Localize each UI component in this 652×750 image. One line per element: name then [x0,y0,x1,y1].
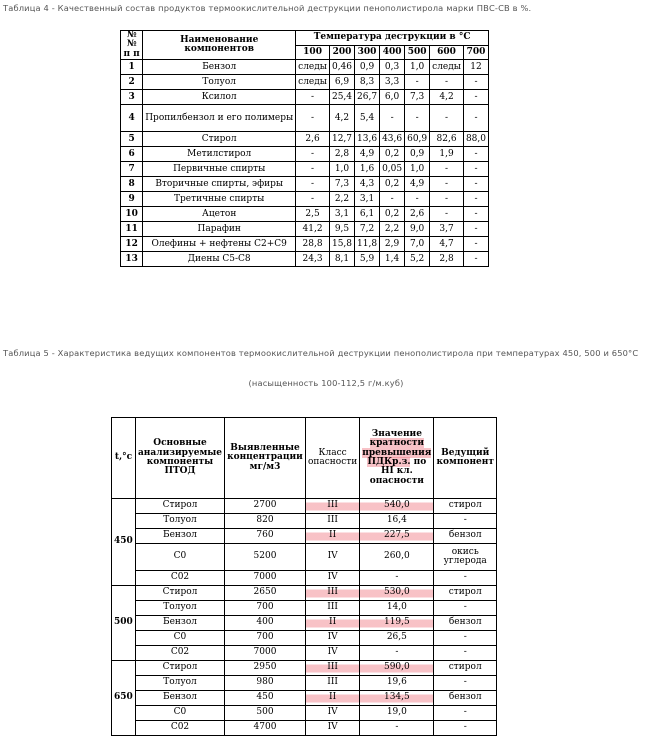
component-cell: С0 [135,544,224,571]
t5-header-leading: Ведущий компонент [434,418,497,499]
table-row [121,75,489,90]
component-name: Бензол [143,60,296,75]
hazard-class-cell: IV [305,721,359,736]
leading-component-cell: бензол [434,691,497,706]
row-number: 4 [121,105,143,132]
concentration-cell: 980 [225,676,306,691]
table-row [112,631,497,646]
row-number: 10 [121,207,143,222]
value-cell: - [463,90,488,105]
excess-value-cell: 540,0 [360,499,434,514]
row-number: 7 [121,162,143,177]
value-cell: 1,0 [405,162,430,177]
temperature-cell: 500 [112,586,136,661]
table-row [121,60,489,75]
value-cell: 12 [463,60,488,75]
value-cell: 82,6 [430,132,464,147]
table-row [121,237,489,252]
value-cell: 1,6 [355,162,380,177]
table-row [121,90,489,105]
concentration-cell: 7000 [225,571,306,586]
t4-header-temp: 200 [329,45,354,60]
excess-value-cell: - [360,721,434,736]
concentration-cell: 5200 [225,544,306,571]
value-cell: 9,5 [329,222,354,237]
value-cell: - [463,222,488,237]
component-cell: Бензол [135,691,224,706]
t5-header-class: Класс опасности [305,418,359,499]
leading-component-cell: стирол [434,586,497,601]
value-cell: - [296,147,330,162]
excess-value-cell: 530,0 [360,586,434,601]
value-cell: 3,7 [430,222,464,237]
component-name: Вторичные спирты, эфиры [143,177,296,192]
component-cell: Стирол [135,586,224,601]
component-name: Диены С5-С8 [143,252,296,267]
value-cell: 43,6 [380,132,405,147]
t5-header-value [360,418,434,499]
excess-value-cell: - [360,571,434,586]
t4-header-name: Наименование компонентов [143,31,296,60]
concentration-cell: 2950 [225,661,306,676]
value-cell: 2,6 [296,132,330,147]
value-cell: - [463,237,488,252]
table-row [121,132,489,147]
hazard-class-cell: III [305,514,359,529]
t4-header-temp: 500 [405,45,430,60]
t4-header-number: №№ п п [121,31,143,60]
table-row [121,207,489,222]
component-name: Стирол [143,132,296,147]
concentration-cell: 4700 [225,721,306,736]
value-cell: - [463,192,488,207]
value-cell: следы [296,75,330,90]
table5-subcaption: (насыщенность 100-112,5 г/м.куб) [248,378,404,388]
component-name: Ксилол [143,90,296,105]
value-cell: 26,7 [355,90,380,105]
value-cell: 2,8 [329,147,354,162]
hazard-class-cell: III [305,499,359,514]
value-cell: 12,7 [329,132,354,147]
table-row [112,721,497,736]
leading-component-cell: - [434,514,497,529]
row-number: 1 [121,60,143,75]
concentration-cell: 500 [225,706,306,721]
component-name: Первичные спирты [143,162,296,177]
hazard-class-cell: IV [305,646,359,661]
excess-value-cell: 16,4 [360,514,434,529]
temperature-cell: 450 [112,499,136,586]
t5-header-temp: t,°c [112,418,136,499]
value-cell: следы [430,60,464,75]
value-cell: 4,3 [355,177,380,192]
component-name: Толуол [143,75,296,90]
value-cell: 0,3 [380,60,405,75]
table-row [121,222,489,237]
table-row [112,676,497,691]
table-row [112,706,497,721]
component-name: Ацетон [143,207,296,222]
row-number: 12 [121,237,143,252]
table-row [112,616,497,631]
value-cell: 0,2 [380,207,405,222]
value-cell: - [430,75,464,90]
leading-component-cell: - [434,646,497,661]
value-cell: 24,3 [296,252,330,267]
leading-component-cell: - [434,631,497,646]
table-row [112,514,497,529]
component-cell: С0 [135,706,224,721]
excess-value-cell: 260,0 [360,544,434,571]
concentration-cell: 7000 [225,646,306,661]
value-cell: 88,0 [463,132,488,147]
concentration-cell: 760 [225,529,306,544]
value-cell: 1,4 [380,252,405,267]
row-number: 2 [121,75,143,90]
table4 [120,30,489,267]
value-cell: - [296,162,330,177]
value-cell: - [405,105,430,132]
concentration-cell: 820 [225,514,306,529]
value-cell: - [380,105,405,132]
table-row [112,646,497,661]
row-number: 13 [121,252,143,267]
value-cell: 2,8 [430,252,464,267]
value-cell: 2,2 [329,192,354,207]
value-cell: 0,46 [329,60,354,75]
value-cell: 5,2 [405,252,430,267]
table4-caption: Таблица 4 - Качественный состав продуктов термоокислительной деструкции пенополистирола марки ПВС-СВ в %. [3,3,532,13]
row-number: 5 [121,132,143,147]
leading-component-cell: стирол [434,499,497,514]
value-cell: 2,5 [296,207,330,222]
component-cell: Бензол [135,529,224,544]
hazard-class-cell: II [305,616,359,631]
table5-caption: Таблица 5 - Характеристика ведущих компонентов термоокислительной деструкции пенополистирола при температурах 450, 500 и 650°С [3,348,639,358]
value-cell: 4,9 [355,147,380,162]
table-row [112,661,497,676]
excess-value-cell: 590,0 [360,661,434,676]
hazard-class-cell: IV [305,544,359,571]
value-cell: 13,6 [355,132,380,147]
value-cell: - [463,252,488,267]
value-cell: - [405,192,430,207]
t5-header-value-highlight: кратности превышения ПДКр.з. [362,438,432,467]
value-cell: 9,0 [405,222,430,237]
concentration-cell: 2700 [225,499,306,514]
t5-header-value-bottom: по НI кл. опасности [369,457,427,486]
value-cell: 6,0 [380,90,405,105]
value-cell: 41,2 [296,222,330,237]
table-row [112,586,497,601]
leading-component-cell: - [434,571,497,586]
component-name: Пропилбензол и его полимеры [143,105,296,132]
table-row [112,544,497,571]
value-cell: - [380,192,405,207]
value-cell: 2,9 [380,237,405,252]
excess-value-cell: 19,0 [360,706,434,721]
value-cell: 3,3 [380,75,405,90]
value-cell: - [430,105,464,132]
hazard-class-cell: IV [305,706,359,721]
component-cell: Толуол [135,514,224,529]
value-cell: 4,9 [405,177,430,192]
row-number: 6 [121,147,143,162]
component-cell: Стирол [135,499,224,514]
excess-value-cell: 19,6 [360,676,434,691]
value-cell: - [405,75,430,90]
table-row [121,252,489,267]
value-cell: - [463,147,488,162]
value-cell: 4,2 [430,90,464,105]
leading-component-cell: - [434,721,497,736]
t4-header-temp: 700 [463,45,488,60]
row-number: 9 [121,192,143,207]
value-cell: 25,4 [329,90,354,105]
table-row [112,571,497,586]
concentration-cell: 450 [225,691,306,706]
hazard-class-cell: IV [305,571,359,586]
value-cell: - [463,177,488,192]
value-cell: - [463,207,488,222]
value-cell: 2,2 [380,222,405,237]
value-cell: 0,05 [380,162,405,177]
value-cell: 5,4 [355,105,380,132]
component-cell: Толуол [135,601,224,616]
value-cell: 4,2 [329,105,354,132]
leading-component-cell: бензол [434,616,497,631]
temperature-cell: 650 [112,661,136,736]
leading-component-cell: - [434,706,497,721]
value-cell: 6,1 [355,207,380,222]
table-row [121,192,489,207]
concentration-cell: 700 [225,631,306,646]
leading-component-cell: - [434,601,497,616]
leading-component-cell: стирол [434,661,497,676]
concentration-cell: 2650 [225,586,306,601]
value-cell: - [463,162,488,177]
value-cell: - [296,105,330,132]
hazard-class-cell: III [305,661,359,676]
value-cell: 7,3 [329,177,354,192]
value-cell: 1,0 [405,60,430,75]
component-name: Олефины + нефтены С2+С9 [143,237,296,252]
hazard-class-cell: III [305,601,359,616]
value-cell: 3,1 [329,207,354,222]
value-cell: 0,9 [405,147,430,162]
table-row [112,691,497,706]
leading-component-cell: - [434,676,497,691]
value-cell: - [430,177,464,192]
hazard-class-cell: IV [305,631,359,646]
value-cell: 6,9 [329,75,354,90]
component-cell: Стирол [135,661,224,676]
value-cell: 15,8 [329,237,354,252]
value-cell: 3,1 [355,192,380,207]
excess-value-cell: 14,0 [360,601,434,616]
value-cell: 11,8 [355,237,380,252]
value-cell: - [463,105,488,132]
value-cell: 4,7 [430,237,464,252]
table-row [121,105,489,132]
value-cell: 0,9 [355,60,380,75]
table-row [121,177,489,192]
table-row [121,147,489,162]
t4-header-temp: 600 [430,45,464,60]
t5-header-concentration: Выявленные концентрации мг/м3 [225,418,306,499]
row-number: 11 [121,222,143,237]
value-cell: - [430,207,464,222]
value-cell: - [296,192,330,207]
value-cell: 60,9 [405,132,430,147]
excess-value-cell: - [360,646,434,661]
row-number: 8 [121,177,143,192]
t4-header-temp: 300 [355,45,380,60]
table-row [112,601,497,616]
value-cell: 0,2 [380,147,405,162]
component-name: Третичные спирты [143,192,296,207]
component-cell: Толуол [135,676,224,691]
value-cell: 7,3 [405,90,430,105]
hazard-class-cell: III [305,586,359,601]
value-cell: 8,3 [355,75,380,90]
value-cell: - [296,177,330,192]
value-cell: 2,6 [405,207,430,222]
excess-value-cell: 227,5 [360,529,434,544]
excess-value-cell: 119,5 [360,616,434,631]
value-cell: 1,0 [329,162,354,177]
table-row [121,162,489,177]
leading-component-cell: окись углерода [434,544,497,571]
value-cell: следы [296,60,330,75]
value-cell: 1,9 [430,147,464,162]
excess-value-cell: 134,5 [360,691,434,706]
component-cell: С02 [135,646,224,661]
value-cell: - [430,162,464,177]
table-row [112,499,497,514]
value-cell: 7,2 [355,222,380,237]
t4-header-temp: 100 [296,45,330,60]
excess-value-cell: 26,5 [360,631,434,646]
component-name: Парафин [143,222,296,237]
t5-header-components: Основные анализируемые компоненты ПТОД [135,418,224,499]
value-cell: 7,0 [405,237,430,252]
value-cell: 5,9 [355,252,380,267]
value-cell: 0,2 [380,177,405,192]
value-cell: 8,1 [329,252,354,267]
value-cell: - [296,90,330,105]
component-cell: Бензол [135,616,224,631]
hazard-class-cell: III [305,676,359,691]
value-cell: - [463,75,488,90]
leading-component-cell: бензол [434,529,497,544]
concentration-cell: 400 [225,616,306,631]
component-cell: С02 [135,721,224,736]
t4-header-temp: 400 [380,45,405,60]
value-cell: 28,8 [296,237,330,252]
t5-header-value-top: Значение [371,428,422,439]
table5 [111,417,497,736]
concentration-cell: 700 [225,601,306,616]
value-cell: - [430,192,464,207]
component-cell: С0 [135,631,224,646]
table-row [112,529,497,544]
t4-header-temperature: Температура деструкции в °С [296,31,489,46]
hazard-class-cell: II [305,691,359,706]
row-number: 3 [121,90,143,105]
component-name: Метилстирол [143,147,296,162]
hazard-class-cell: II [305,529,359,544]
component-cell: С02 [135,571,224,586]
